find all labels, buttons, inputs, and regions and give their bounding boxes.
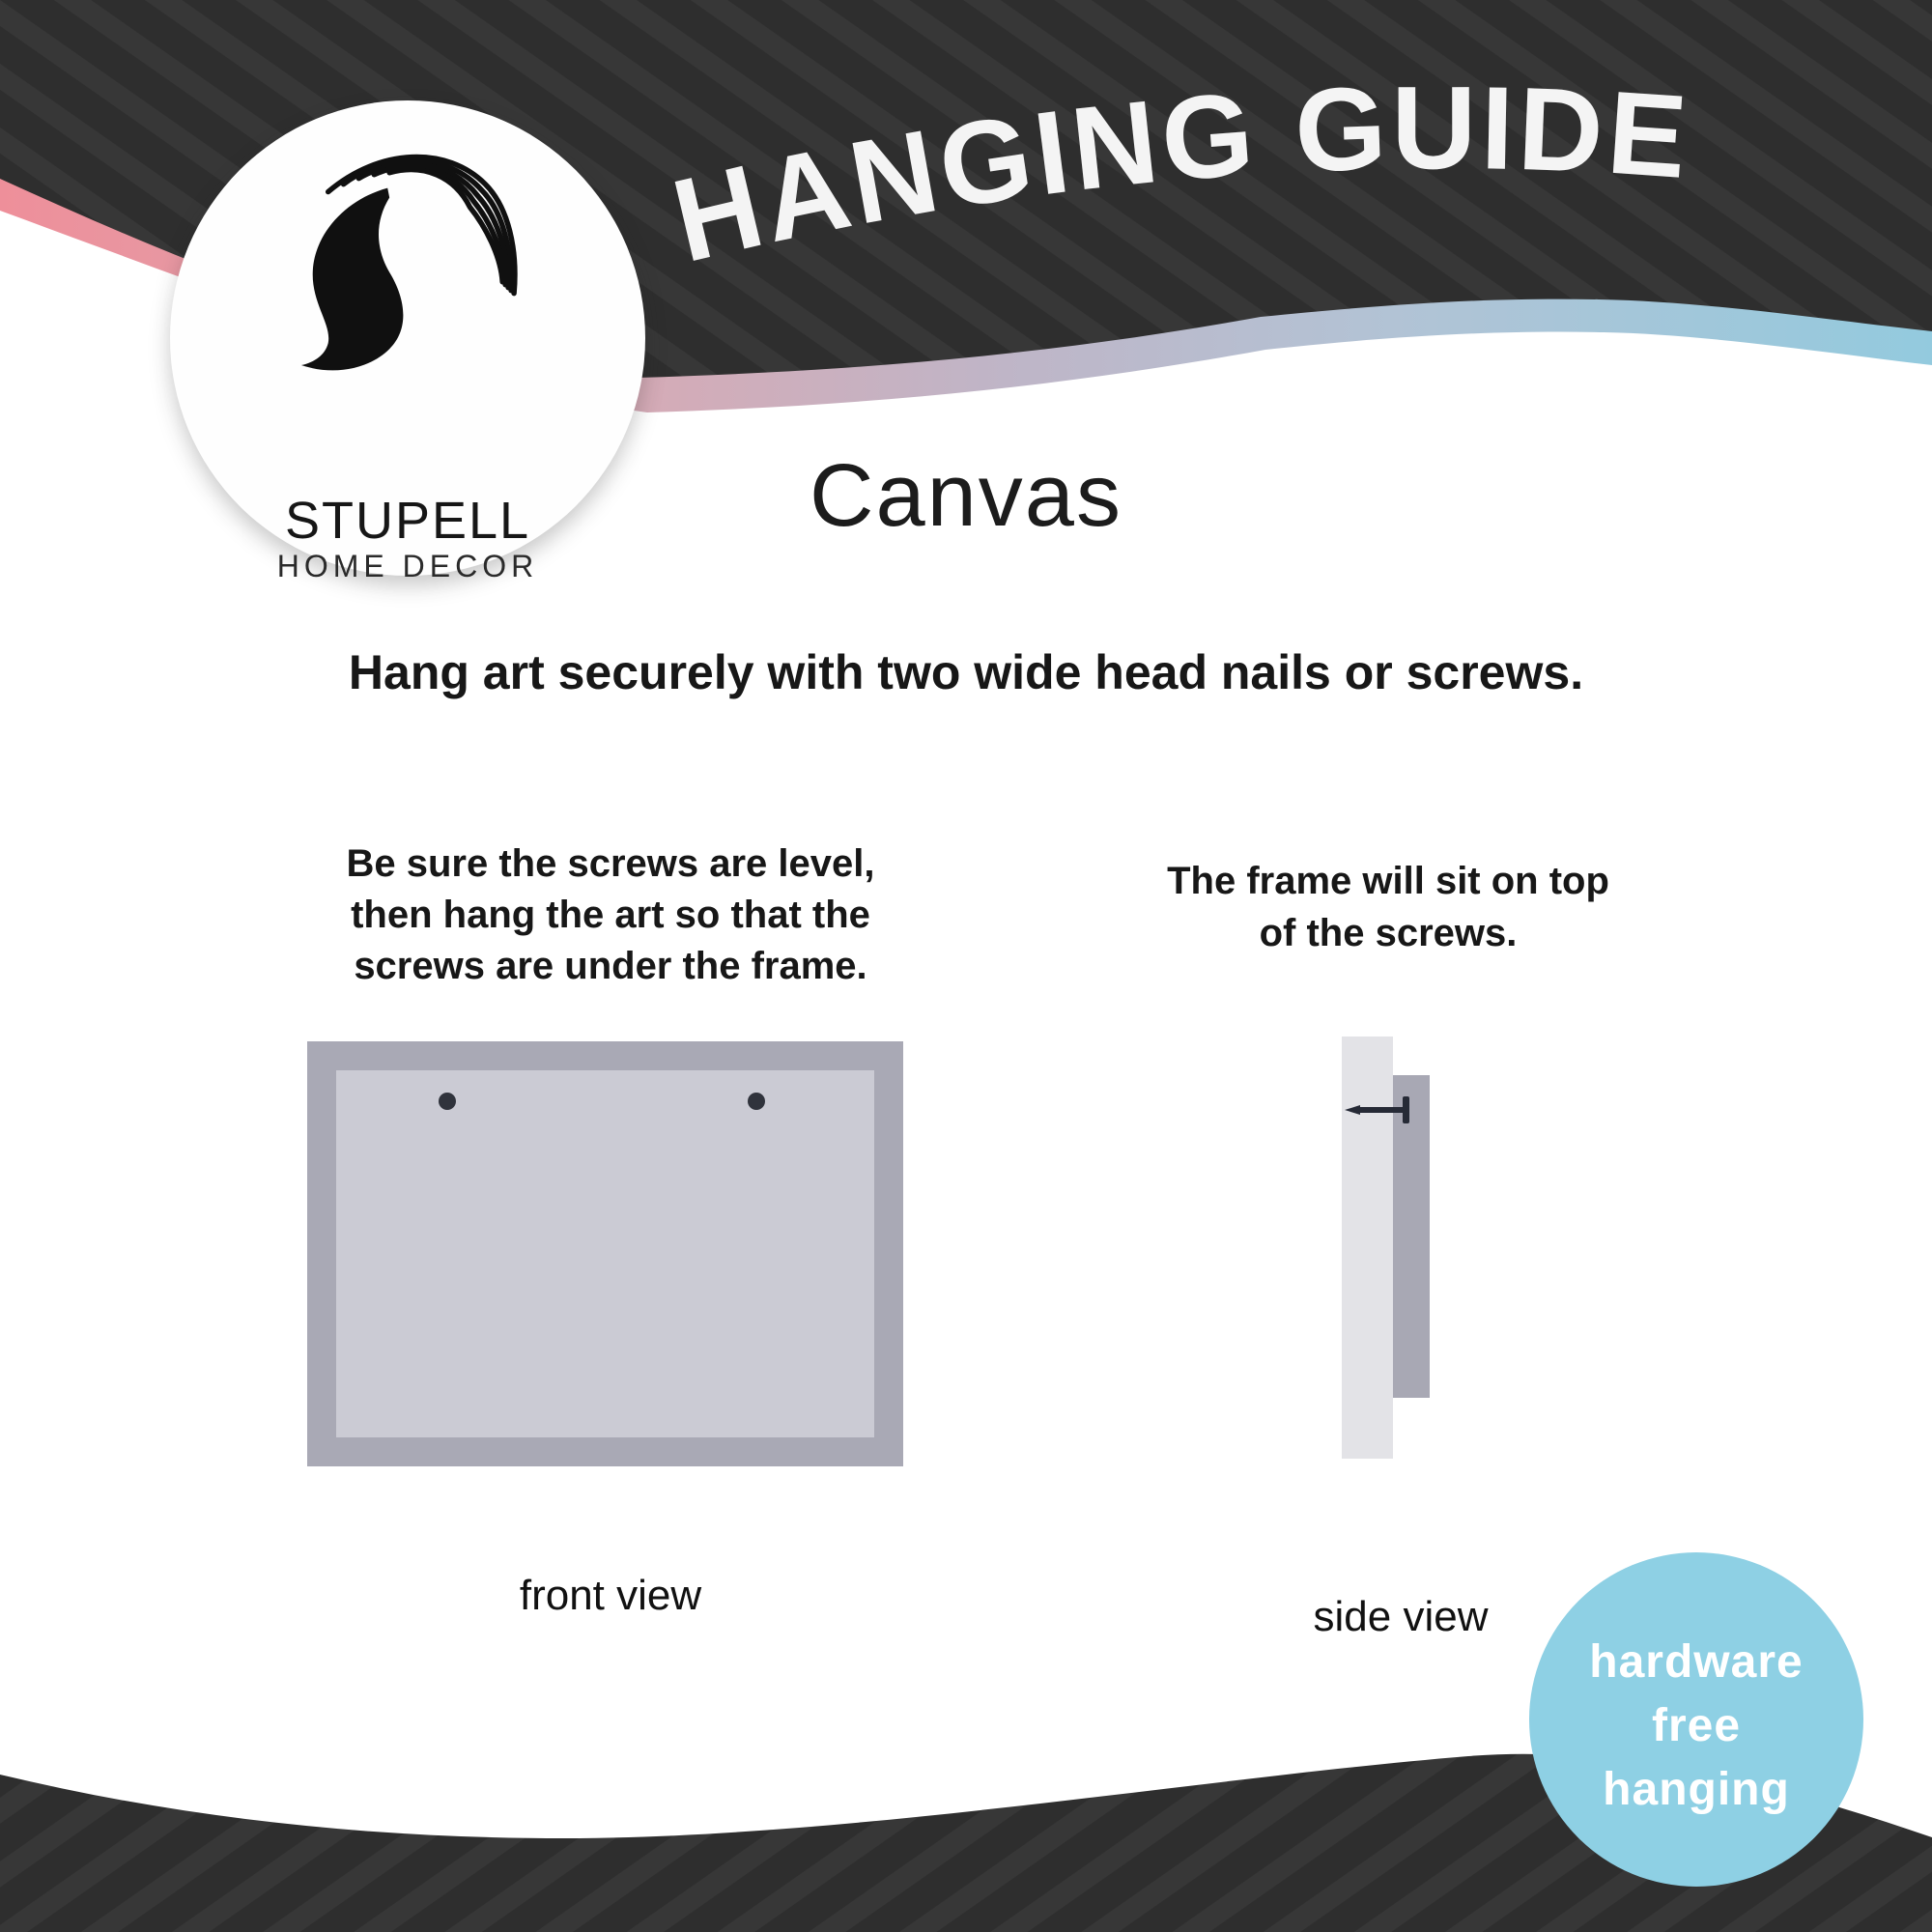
front-instructions-line: screws are under the frame. (354, 945, 867, 987)
front-view-frame (307, 1041, 903, 1466)
screw-right (748, 1093, 765, 1110)
instruction-text: Hang art securely with two wide head nails or screws. (348, 645, 1584, 699)
badge-line: hardware (1589, 1636, 1804, 1688)
front-instructions-line: then hang the art so that the (351, 894, 870, 936)
hardware-free-badge (1529, 1552, 1863, 1887)
front-instructions (321, 838, 900, 992)
brand-name: STUPELL (284, 492, 531, 550)
side-instructions-line: The frame will sit on top (1167, 860, 1609, 902)
stupell-s-swirl-icon (294, 139, 524, 375)
page-title: HANGING GUIDE (661, 62, 1695, 288)
front-view-canvas (336, 1070, 874, 1437)
brand-tagline: HOME DECOR (276, 549, 539, 583)
nail-icon (1343, 1095, 1418, 1124)
product-title: Canvas (810, 446, 1122, 545)
badge-line: hanging (1603, 1764, 1790, 1815)
front-view-caption: front view (519, 1572, 702, 1619)
side-instructions (1098, 855, 1678, 959)
side-view-caption: side view (1313, 1593, 1489, 1640)
badge-line: free (1651, 1700, 1742, 1751)
screw-left (439, 1093, 456, 1110)
front-instructions-line: Be sure the screws are level, (346, 842, 875, 885)
brand-logo-circle (170, 100, 645, 583)
side-instructions-line: of the screws. (1259, 912, 1518, 954)
